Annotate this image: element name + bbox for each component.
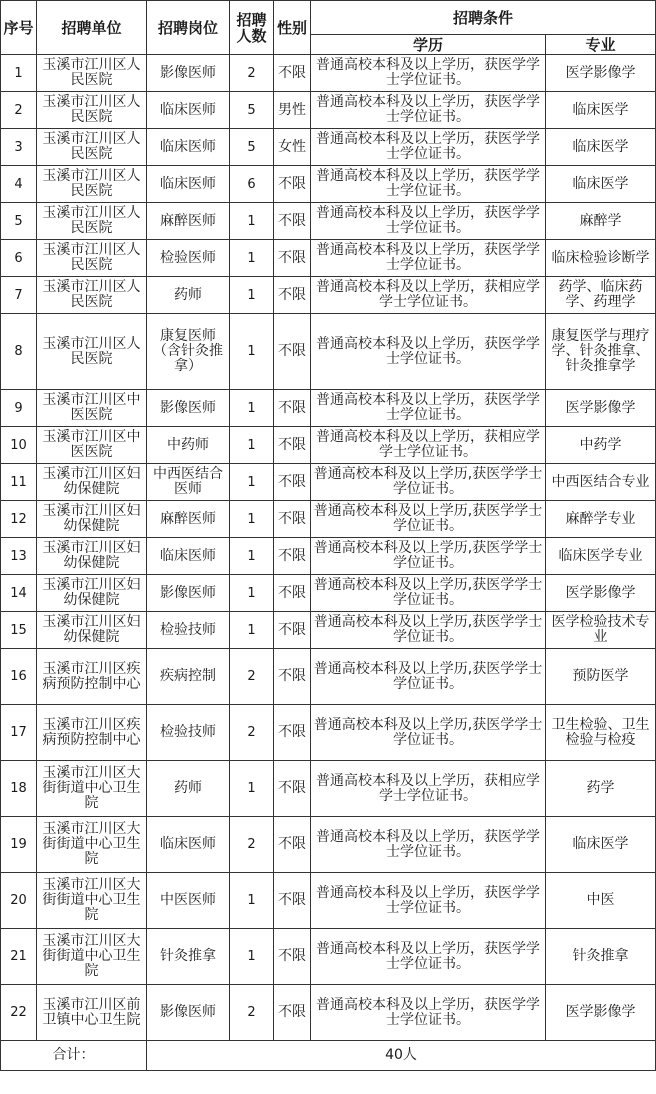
cell-major: 卫生检验、卫生检验与检疫 <box>546 705 656 761</box>
cell-count: 1 <box>230 203 274 240</box>
cell-unit: 玉溪市江川区前卫镇中心卫生院 <box>37 985 147 1041</box>
cell-education: 普通高校本科及以上学历，获医学学士学位证书。 <box>311 203 546 240</box>
cell-count: 2 <box>230 985 274 1041</box>
cell-unit: 玉溪市江川区疾病预防控制中心 <box>37 649 147 705</box>
cell-seq: 10 <box>1 427 37 464</box>
table-row <box>1 240 656 277</box>
table-row <box>1 92 656 129</box>
cell-gender: 不限 <box>274 612 311 649</box>
cell-gender: 不限 <box>274 501 311 538</box>
cell-count: 2 <box>230 817 274 873</box>
cell-seq: 20 <box>1 873 37 929</box>
cell-major: 医学影像学 <box>546 55 656 92</box>
cell-seq: 4 <box>1 166 37 203</box>
cell-education: 普通高校本科及以上学历，获医学学士学位证书。 <box>311 240 546 277</box>
cell-education: 普通高校本科及以上学历,获医学学士学位证书。 <box>311 575 546 612</box>
cell-position: 中医医师 <box>147 873 230 929</box>
cell-seq: 3 <box>1 129 37 166</box>
table-row <box>1 501 656 538</box>
header-position: 招聘岗位 <box>147 1 230 55</box>
cell-major: 临床医学 <box>546 129 656 166</box>
total-row <box>1 1041 656 1071</box>
table-row <box>1 761 656 817</box>
cell-seq: 6 <box>1 240 37 277</box>
cell-seq: 21 <box>1 929 37 985</box>
cell-major: 麻醉学专业 <box>546 501 656 538</box>
cell-major: 医学检验技术专业 <box>546 612 656 649</box>
cell-major: 中医 <box>546 873 656 929</box>
cell-unit: 玉溪市江川区妇幼保健院 <box>37 501 147 538</box>
cell-position: 临床医师 <box>147 166 230 203</box>
cell-major: 临床医学 <box>546 817 656 873</box>
cell-unit: 玉溪市江川区妇幼保健院 <box>37 575 147 612</box>
cell-major: 药学 <box>546 761 656 817</box>
cell-count: 1 <box>230 538 274 575</box>
cell-education: 普通高校本科及以上学历，获医学学士学位证书。 <box>311 985 546 1041</box>
cell-education: 普通高校本科及以上学历，获医学学士学位证书。 <box>311 129 546 166</box>
cell-unit: 玉溪市江川区大街街道中心卫生院 <box>37 761 147 817</box>
cell-unit: 玉溪市江川区人民医院 <box>37 314 147 390</box>
table-row <box>1 649 656 705</box>
cell-position: 针灸推拿 <box>147 929 230 985</box>
cell-position: 检验技师 <box>147 705 230 761</box>
cell-unit: 玉溪市江川区中医医院 <box>37 390 147 427</box>
cell-count: 1 <box>230 240 274 277</box>
cell-major: 预防医学 <box>546 649 656 705</box>
header-gender: 性别 <box>274 1 311 55</box>
cell-gender: 不限 <box>274 575 311 612</box>
cell-gender: 不限 <box>274 649 311 705</box>
cell-unit: 玉溪市江川区人民医院 <box>37 166 147 203</box>
cell-count: 1 <box>230 390 274 427</box>
cell-position: 检验技师 <box>147 612 230 649</box>
table-row <box>1 314 656 390</box>
cell-count: 1 <box>230 929 274 985</box>
cell-position: 临床医师 <box>147 538 230 575</box>
cell-count: 1 <box>230 501 274 538</box>
cell-seq: 2 <box>1 92 37 129</box>
cell-seq: 1 <box>1 55 37 92</box>
table-row <box>1 873 656 929</box>
cell-gender: 不限 <box>274 761 311 817</box>
cell-count: 5 <box>230 129 274 166</box>
cell-position: 临床医师 <box>147 92 230 129</box>
cell-education: 普通高校本科及以上学历，获医学学士学位证书。 <box>311 929 546 985</box>
total-value: 40人 <box>147 1041 656 1071</box>
cell-seq: 19 <box>1 817 37 873</box>
cell-unit: 玉溪市江川区妇幼保健院 <box>37 464 147 501</box>
cell-education: 普通高校本科及以上学历，获相应学学士学位证书。 <box>311 277 546 314</box>
cell-education: 普通高校本科及以上学历，获医学学士学位证书。 <box>311 817 546 873</box>
table-row <box>1 203 656 240</box>
cell-position: 影像医师 <box>147 55 230 92</box>
header-count: 招聘人数 <box>230 1 274 55</box>
table-row <box>1 985 656 1041</box>
cell-seq: 9 <box>1 390 37 427</box>
cell-major: 中药学 <box>546 427 656 464</box>
cell-education: 普通高校本科及以上学历,获医学学士学位证书。 <box>311 612 546 649</box>
cell-education: 普通高校本科及以上学历,获医学学士学位证书。 <box>311 538 546 575</box>
cell-major: 医学影像学 <box>546 575 656 612</box>
cell-gender: 不限 <box>274 817 311 873</box>
cell-position: 中西医结合医师 <box>147 464 230 501</box>
cell-count: 2 <box>230 649 274 705</box>
table-row <box>1 705 656 761</box>
cell-seq: 17 <box>1 705 37 761</box>
cell-education: 普通高校本科及以上学历，获相应学学士学位证书。 <box>311 427 546 464</box>
cell-education: 普通高校本科及以上学历,获医学学士学位证书。 <box>311 501 546 538</box>
cell-seq: 13 <box>1 538 37 575</box>
cell-major: 临床检验诊断学 <box>546 240 656 277</box>
table-row <box>1 575 656 612</box>
table-row <box>1 538 656 575</box>
cell-count: 1 <box>230 761 274 817</box>
cell-seq: 18 <box>1 761 37 817</box>
cell-major: 临床医学 <box>546 92 656 129</box>
cell-unit: 玉溪市江川区人民医院 <box>37 129 147 166</box>
cell-count: 1 <box>230 612 274 649</box>
header-conditions: 招聘条件 <box>311 1 656 35</box>
table-row <box>1 166 656 203</box>
cell-unit: 玉溪市江川区大街街道中心卫生院 <box>37 817 147 873</box>
cell-position: 中药师 <box>147 427 230 464</box>
cell-gender: 不限 <box>274 166 311 203</box>
cell-count: 2 <box>230 55 274 92</box>
cell-seq: 15 <box>1 612 37 649</box>
cell-seq: 11 <box>1 464 37 501</box>
cell-gender: 不限 <box>274 427 311 464</box>
cell-education: 普通高校本科及以上学历，获医学学士学位证书。 <box>311 390 546 427</box>
cell-count: 1 <box>230 464 274 501</box>
cell-position: 临床医师 <box>147 817 230 873</box>
cell-unit: 玉溪市江川区人民医院 <box>37 203 147 240</box>
cell-education: 普通高校本科及以上学历,获医学学士学位证书。 <box>311 649 546 705</box>
table-row <box>1 390 656 427</box>
cell-major: 临床医学专业 <box>546 538 656 575</box>
cell-unit: 玉溪市江川区人民医院 <box>37 277 147 314</box>
cell-unit: 玉溪市江川区妇幼保健院 <box>37 538 147 575</box>
table-row <box>1 427 656 464</box>
cell-count: 1 <box>230 277 274 314</box>
cell-gender: 不限 <box>274 277 311 314</box>
table-row <box>1 817 656 873</box>
cell-major: 麻醉学 <box>546 203 656 240</box>
cell-seq: 22 <box>1 985 37 1041</box>
cell-major: 针灸推拿 <box>546 929 656 985</box>
cell-gender: 不限 <box>274 390 311 427</box>
cell-major: 医学影像学 <box>546 985 656 1041</box>
cell-seq: 8 <box>1 314 37 390</box>
header-education: 学历 <box>311 35 546 55</box>
cell-seq: 16 <box>1 649 37 705</box>
cell-education: 普通高校本科及以上学历，获医学学士学位证书。 <box>311 166 546 203</box>
table-row <box>1 277 656 314</box>
cell-position: 药师 <box>147 277 230 314</box>
header-major: 专业 <box>546 35 656 55</box>
cell-unit: 玉溪市江川区人民医院 <box>37 92 147 129</box>
table-row <box>1 464 656 501</box>
cell-position: 麻醉医师 <box>147 203 230 240</box>
cell-major: 药学、临床药学、药理学 <box>546 277 656 314</box>
cell-gender: 不限 <box>274 464 311 501</box>
table-row <box>1 129 656 166</box>
cell-gender: 不限 <box>274 314 311 390</box>
cell-gender: 不限 <box>274 240 311 277</box>
cell-count: 5 <box>230 92 274 129</box>
cell-count: 1 <box>230 427 274 464</box>
cell-education: 普通高校本科及以上学历,获医学学士学位证书。 <box>311 705 546 761</box>
cell-position: 麻醉医师 <box>147 501 230 538</box>
cell-unit: 玉溪市江川区疾病预防控制中心 <box>37 705 147 761</box>
cell-position: 临床医师 <box>147 129 230 166</box>
cell-position: 影像医师 <box>147 390 230 427</box>
cell-unit: 玉溪市江川区大街街道中心卫生院 <box>37 873 147 929</box>
cell-position: 影像医师 <box>147 575 230 612</box>
cell-gender: 不限 <box>274 705 311 761</box>
cell-education: 普通高校本科及以上学历，获医学学士学位证书。 <box>311 314 546 390</box>
table-body <box>1 55 656 1041</box>
cell-position: 康复医师（含针灸推拿） <box>147 314 230 390</box>
cell-position: 检验医师 <box>147 240 230 277</box>
cell-major: 临床医学 <box>546 166 656 203</box>
cell-education: 普通高校本科及以上学历，获医学学士学位证书。 <box>311 873 546 929</box>
cell-gender: 女性 <box>274 129 311 166</box>
header-seq: 序号 <box>1 1 37 55</box>
table-row <box>1 929 656 985</box>
cell-unit: 玉溪市江川区妇幼保健院 <box>37 612 147 649</box>
cell-major: 中西医结合专业 <box>546 464 656 501</box>
cell-count: 2 <box>230 705 274 761</box>
cell-unit: 玉溪市江川区人民医院 <box>37 55 147 92</box>
cell-count: 1 <box>230 575 274 612</box>
cell-gender: 男性 <box>274 92 311 129</box>
cell-major: 医学影像学 <box>546 390 656 427</box>
cell-unit: 玉溪市江川区中医医院 <box>37 427 147 464</box>
cell-count: 1 <box>230 314 274 390</box>
cell-position: 疾病控制 <box>147 649 230 705</box>
cell-education: 普通高校本科及以上学历，获医学学士学位证书。 <box>311 55 546 92</box>
cell-gender: 不限 <box>274 55 311 92</box>
cell-gender: 不限 <box>274 929 311 985</box>
cell-gender: 不限 <box>274 873 311 929</box>
cell-unit: 玉溪市江川区大街街道中心卫生院 <box>37 929 147 985</box>
cell-unit: 玉溪市江川区人民医院 <box>37 240 147 277</box>
cell-education: 普通高校本科及以上学历，获相应学学士学位证书。 <box>311 761 546 817</box>
cell-count: 6 <box>230 166 274 203</box>
cell-seq: 14 <box>1 575 37 612</box>
cell-education: 普通高校本科及以上学历,获医学学士学位证书。 <box>311 464 546 501</box>
cell-position: 药师 <box>147 761 230 817</box>
header-unit: 招聘单位 <box>37 1 147 55</box>
total-label: 合计： <box>1 1041 147 1071</box>
cell-position: 影像医师 <box>147 985 230 1041</box>
cell-gender: 不限 <box>274 538 311 575</box>
cell-education: 普通高校本科及以上学历，获医学学士学位证书。 <box>311 92 546 129</box>
cell-seq: 5 <box>1 203 37 240</box>
cell-seq: 7 <box>1 277 37 314</box>
table-row <box>1 612 656 649</box>
cell-gender: 不限 <box>274 203 311 240</box>
table-row <box>1 55 656 92</box>
cell-count: 1 <box>230 873 274 929</box>
cell-major: 康复医学与理疗学、针灸推拿、针灸推拿学 <box>546 314 656 390</box>
cell-gender: 不限 <box>274 985 311 1041</box>
cell-seq: 12 <box>1 501 37 538</box>
